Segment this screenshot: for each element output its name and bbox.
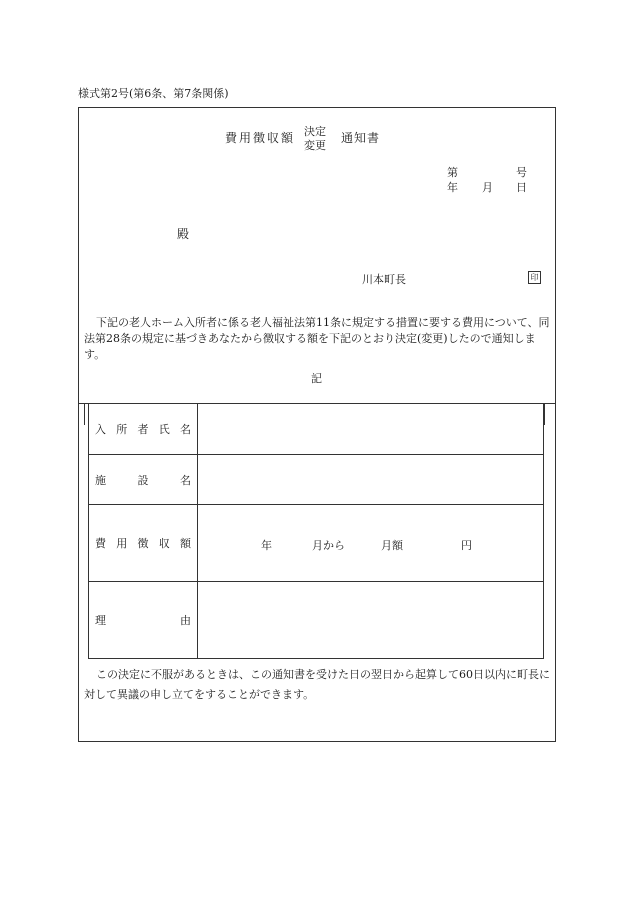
date-month-label: 月 — [482, 181, 493, 194]
amount-year-label: 年 — [261, 539, 272, 552]
label-facility-name — [89, 455, 198, 505]
amount-from-label: 月から — [312, 539, 345, 552]
label-char: 収 — [158, 537, 170, 550]
document-number-suffix: 号 — [516, 166, 527, 179]
label-char: 氏 — [158, 423, 170, 436]
title-end: 通知書 — [341, 131, 381, 145]
table-frame-line-left — [84, 403, 85, 425]
label-char: 由 — [180, 614, 191, 627]
value-reason — [198, 582, 544, 659]
issuer-name: 川本町長 — [362, 273, 406, 286]
appeal-notice-text: この決定に不服があるときは、この通知書を受けた日の翌日から起算して60日以内に町長に対して異議の申し立てをすることができます。 — [84, 668, 550, 701]
form-label: 様式第2号(第6条、第7条関係) — [78, 87, 229, 100]
label-char: 名 — [180, 473, 191, 487]
title-choice-change: 変更 — [304, 139, 326, 152]
value-facility-name — [198, 455, 544, 505]
label-resident-name — [89, 404, 198, 455]
table-row-resident-name — [89, 404, 544, 455]
label-char: 費 — [95, 537, 106, 550]
title-choice-decision: 決定 — [304, 125, 326, 138]
label-char: 理 — [95, 614, 106, 627]
table-row-facility-name — [89, 455, 544, 505]
label-char: 設 — [137, 473, 149, 487]
label-fee-amount — [89, 505, 198, 582]
label-char: 額 — [180, 537, 191, 550]
label-char: 者 — [137, 423, 149, 436]
recipient-honorific: 殿 — [177, 227, 190, 241]
title-main: 費用徴収額 — [225, 131, 296, 145]
amount-yen-label: 円 — [461, 539, 472, 552]
document-number-prefix: 第 — [447, 166, 458, 179]
record-label: 記 — [311, 372, 322, 385]
label-reason — [89, 582, 198, 659]
table-row-reason — [89, 582, 544, 659]
value-fee-amount — [198, 505, 544, 582]
notice-body-text: 下記の老人ホーム入所者に係る老人福祉法第11条に規定する措置に要する費用について、同法第28条の規定に基づきあなたから徴収する額を下記のとおり決定(変更)したので通知します。 — [84, 316, 550, 361]
label-char: 用 — [116, 537, 128, 550]
info-table — [88, 403, 544, 659]
label-char: 徴 — [137, 537, 149, 550]
date-day-label: 日 — [516, 181, 527, 194]
table-frame-line-right — [544, 403, 545, 425]
seal-icon: 印 — [528, 271, 541, 284]
label-char: 施 — [95, 473, 106, 487]
amount-monthly-label: 月額 — [381, 539, 403, 552]
date-year-label: 年 — [447, 181, 458, 194]
label-char: 名 — [180, 423, 191, 436]
label-char: 所 — [116, 423, 128, 436]
value-resident-name — [198, 404, 544, 455]
label-char: 入 — [95, 423, 106, 436]
